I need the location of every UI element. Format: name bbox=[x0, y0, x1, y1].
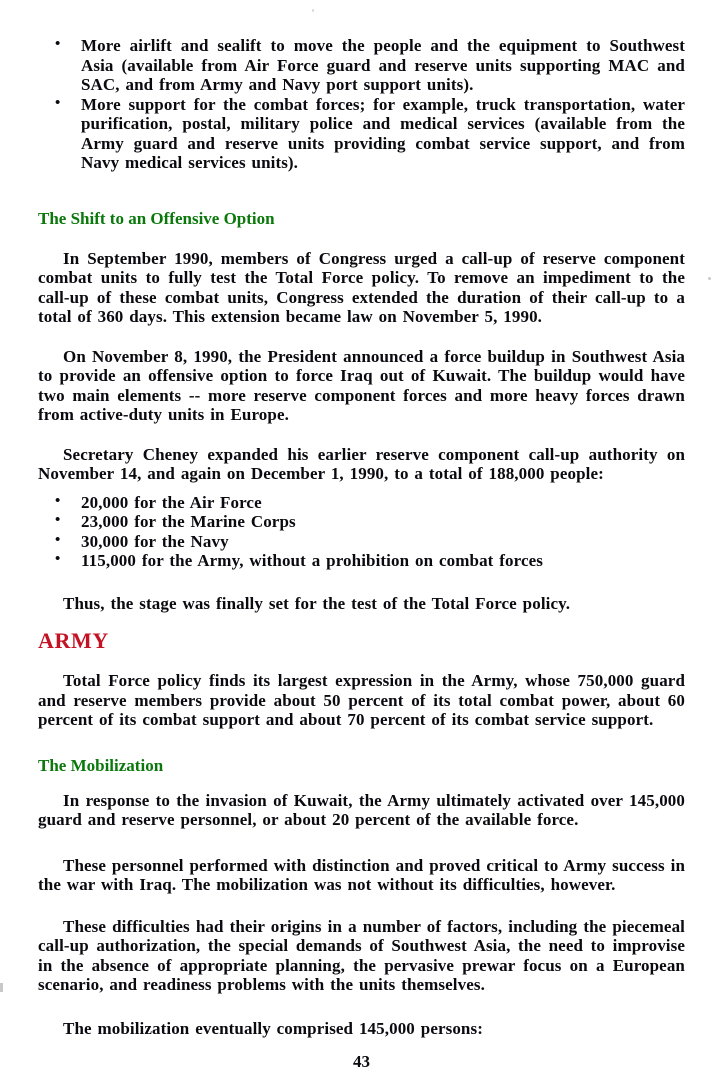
paragraph-personnel-performed: These personnel performed with distinction and proved critical to Army success in the war with Iraq. The mobilization was not without its difficulties, however. bbox=[38, 855, 685, 894]
paragraph-congress-callup: In September 1990, members of Congress urged a call-up of reserve component combat units to fully test the Total Force policy. To remove an impediment to the call-up of these combat units, Congress extended the duration of their call-up to a total of 360 days. This extension became law on November 5, 1990. bbox=[38, 248, 685, 326]
section-heading-shift-offensive-option: The Shift to an Offensive Option bbox=[38, 208, 275, 228]
list-item bbox=[38, 551, 685, 571]
scan-speck bbox=[708, 277, 711, 280]
list-item bbox=[38, 36, 685, 95]
bullet-icon: • bbox=[55, 531, 61, 548]
list-item bbox=[38, 532, 685, 552]
paragraph-response-kuwait: In response to the invasion of Kuwait, the Army ultimately activated over 145,000 guard and reserve personnel, or about 20 percent of the available force. bbox=[38, 790, 685, 829]
bullet-text: More airlift and sealift to move the people and the equipment to Southwest Asia (available from Air Force guard and reserve units supporting MAC and SAC, and from Army and Navy port support units). bbox=[81, 36, 685, 94]
top-bullet-list bbox=[38, 36, 685, 173]
section-heading-mobilization: The Mobilization bbox=[38, 755, 164, 775]
list-item bbox=[38, 95, 685, 173]
bullet-text: 30,000 for the Navy bbox=[81, 531, 229, 551]
bullet-text: More support for the combat forces; for example, truck transportation, water purification, postal, military police and medical services (available from the Army guard and reserve units providing combat service support, and from Navy medical services units). bbox=[81, 94, 685, 172]
paragraph-thus-stage-set: Thus, the stage was finally set for the test of the Total Force policy. bbox=[63, 593, 571, 613]
scan-speck bbox=[0, 983, 3, 992]
callup-bullet-list bbox=[38, 493, 685, 571]
paragraph-difficulties-origins: These difficulties had their origins in a number of factors, including the piecemeal call-up authorization, the special demands of Southwest Asia, the need to improvise in the absence of appropriate planning, the pervasive prewar focus on a European scenario, and readiness problems with the units themselves. bbox=[38, 916, 685, 994]
list-item bbox=[38, 512, 685, 532]
bullet-icon: • bbox=[55, 492, 61, 509]
scan-speck bbox=[312, 9, 314, 12]
page-number: 43 bbox=[353, 1052, 370, 1071]
bullet-icon: • bbox=[55, 512, 61, 528]
paragraph-november-buildup: On November 8, 1990, the President announced a force buildup in Southwest Asia to provide an offensive option to force Iraq out of Kuwait. The buildup would have two main elements -- more reserve component forces and more heavy forces drawn from active-duty units in Europe. bbox=[38, 346, 685, 424]
paragraph-cheney-authority: Secretary Cheney expanded his earlier reserve component call-up authority on November 14, and again on December 1, 1990, to a total of 188,000 people: bbox=[38, 444, 685, 483]
bullet-icon: • bbox=[55, 36, 61, 52]
bullet-text: 20,000 for the Air Force bbox=[81, 492, 262, 512]
bullet-icon: • bbox=[55, 551, 61, 567]
paragraph-total-force-army: Total Force policy finds its largest expression in the Army, whose 750,000 guard and reserve members provide about 50 percent of its total combat power, about 60 percent of its combat support and about 70 percent of its combat service support. bbox=[38, 671, 685, 729]
paragraph-mobilization-comprised: The mobilization eventually comprised 145,000 persons: bbox=[63, 1018, 483, 1038]
bullet-text: 115,000 for the Army, without a prohibition on combat forces bbox=[81, 551, 543, 570]
section-heading-army: ARMY bbox=[38, 628, 109, 653]
bullet-text: 23,000 for the Marine Corps bbox=[81, 512, 296, 531]
list-item bbox=[38, 493, 685, 513]
bullet-icon: • bbox=[55, 94, 61, 111]
